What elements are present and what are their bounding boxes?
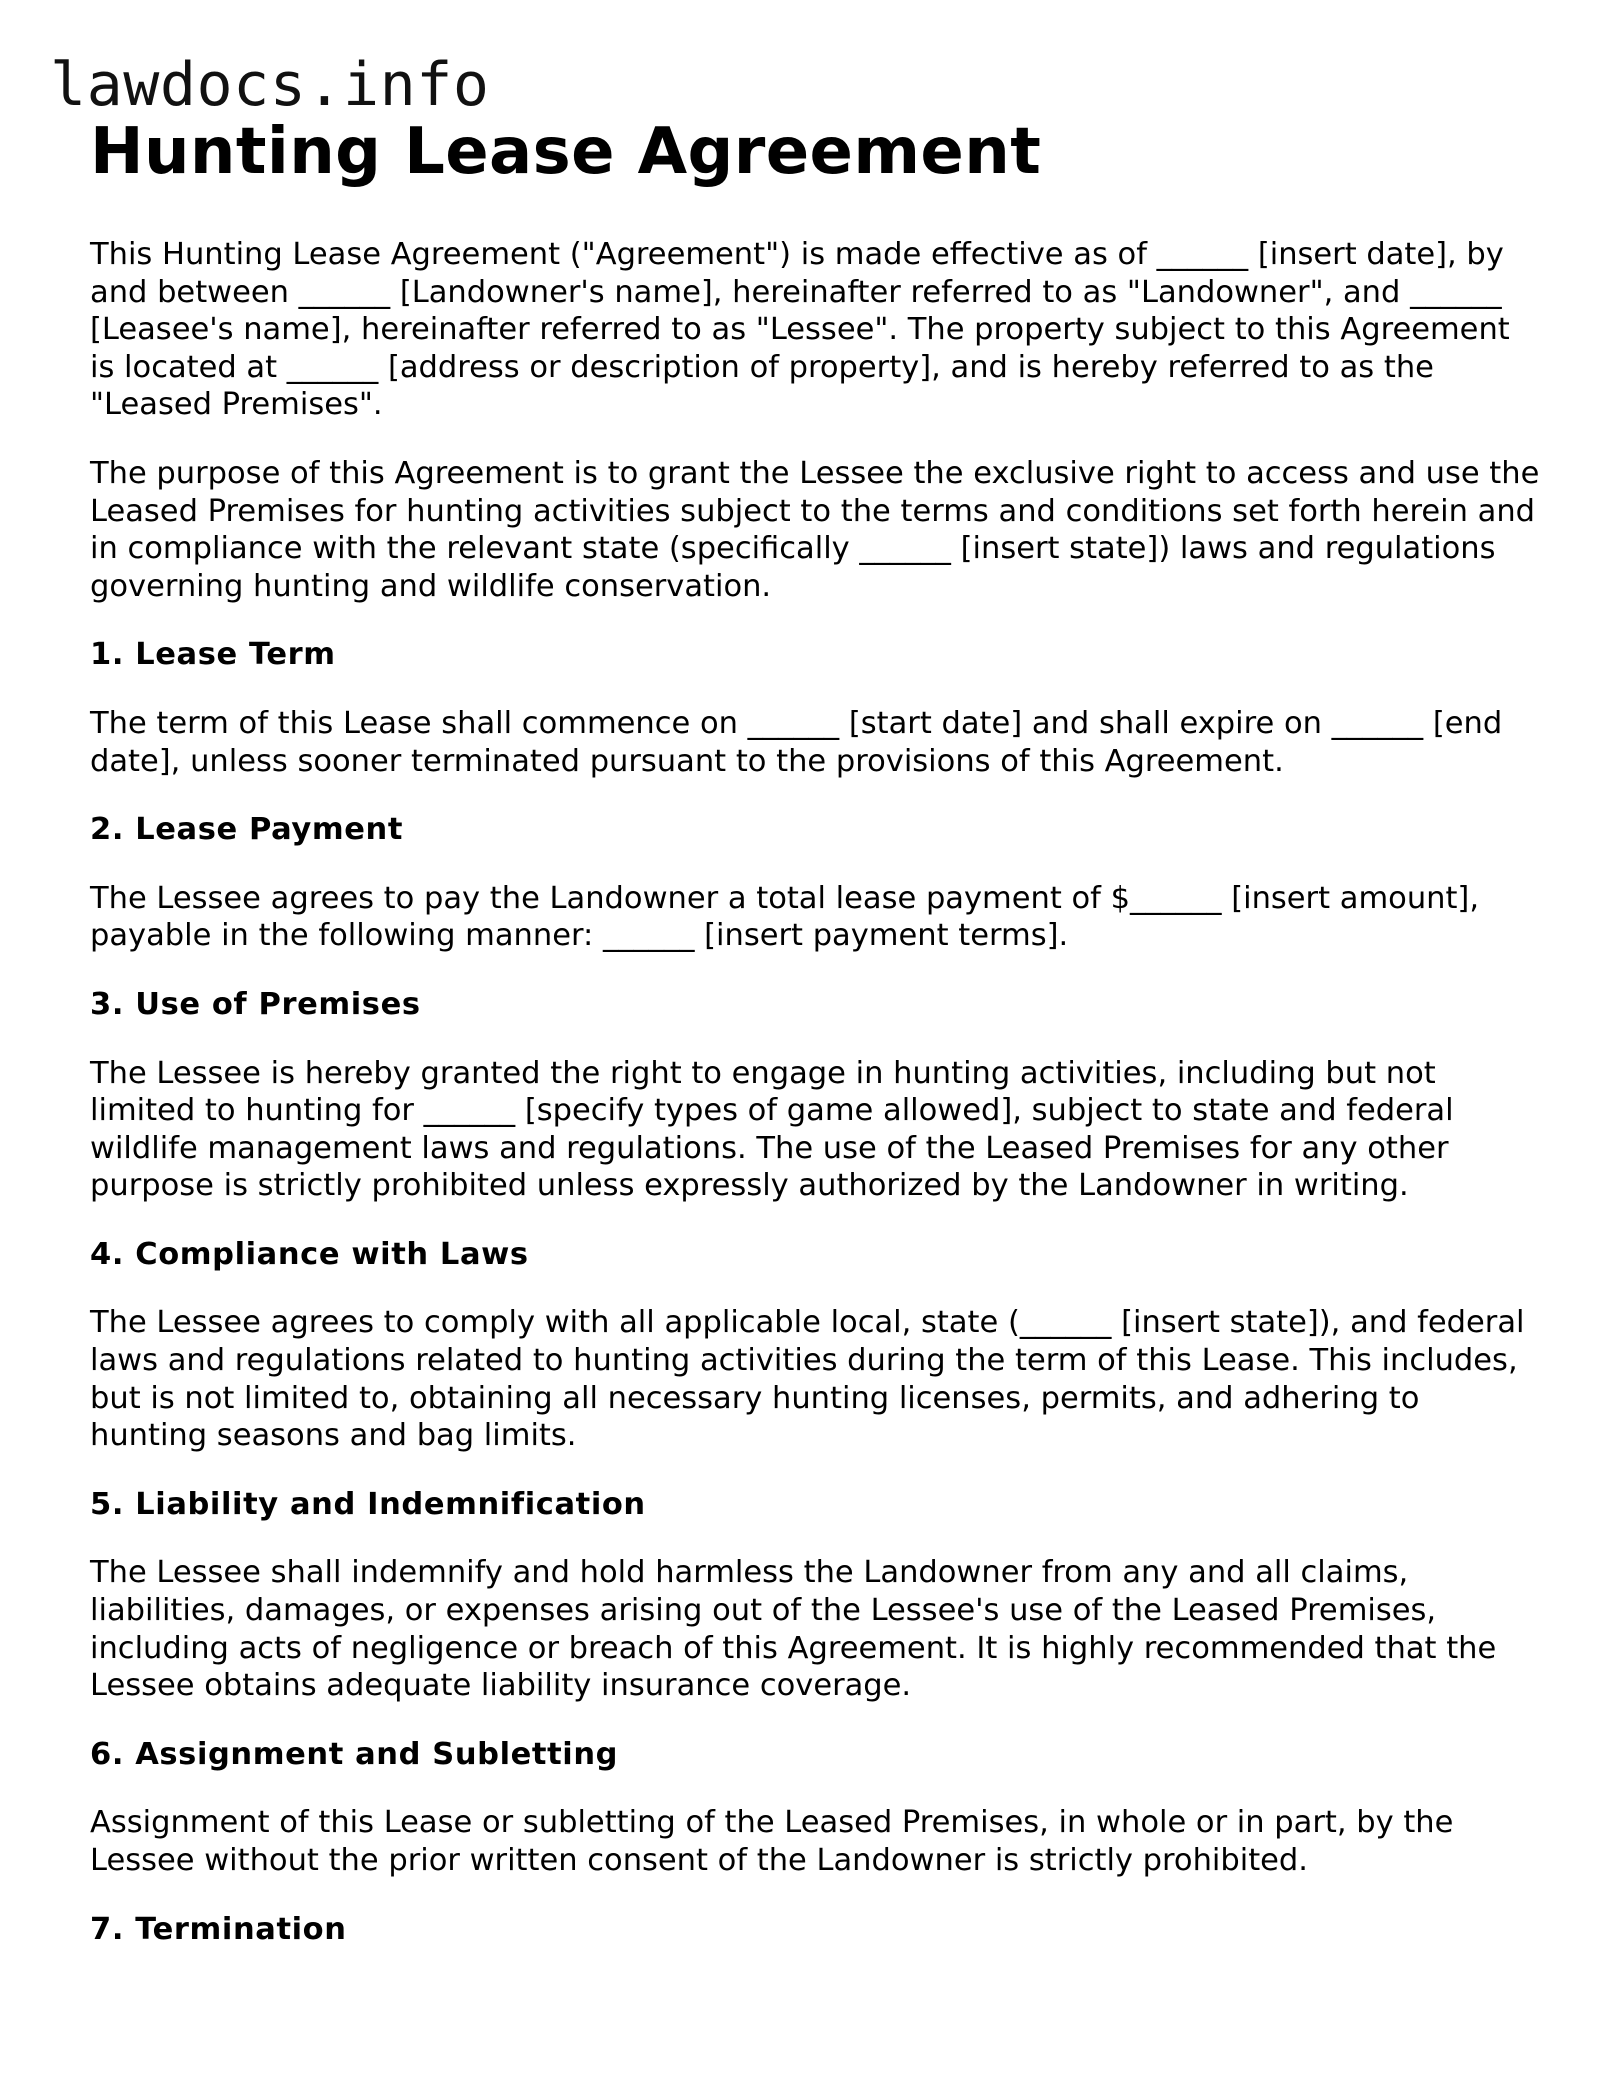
section-body-liability: The Lessee shall indemnify and hold harmless the Landowner from any and all claims, liabilities, damages, or expenses arising out of the Lessee's use of the Leased Premises, including acts of negligence or breach of this Agreement. It is highly recommended that the Lessee obtains adequate liability insurance coverage. (90, 1555, 1497, 1704)
intro-paragraph-purpose: The purpose of this Agreement is to grant the Lessee the exclusive right to access and use the Leased Premises for hunting activities subject to the terms and conditions set forth herein and in compliance with the relevant state (specifically ______ [insert state]) laws and regulations governing hunting and wildlife conservation. (90, 455, 1540, 604)
section-heading-use-of-premises: 3. Use of Premises (90, 986, 421, 1022)
section-body-use-of-premises: The Lessee is hereby granted the right to engage in hunting activities, including but not limited to hunting for ______ [specify types of game allowed], subject to state and federal wildlife management laws and regulations. The use of the Leased Premises for any other purpose is strictly prohibited unless expressly authorized by the Landowner in writing. (90, 1055, 1454, 1204)
section-body-assignment: Assignment of this Lease or subletting of the Leased Premises, in whole or in part, by the Lessee without the prior written consent of the Landowner is strictly prohibited. (90, 1805, 1454, 1878)
document-body (90, 112, 1540, 1948)
document-title: Hunting Lease Agreement (90, 115, 1042, 189)
section-heading-lease-payment: 2. Lease Payment (90, 812, 404, 848)
section-heading-lease-term: 1. Lease Term (90, 637, 336, 673)
intro-paragraph-parties: This Hunting Lease Agreement ("Agreement") is made effective as of ______ [insert date], by and between ______ [Landowner's name], hereinafter referred to as "Landowner", and ______ [Leasee's name], hereinafter referred to as "Lessee". The property subject to this Agreement is located at ______ [address or description of property], and is hereby referred to as the "Leased Premises". (90, 237, 1510, 423)
section-body-lease-term: The term of this Lease shall commence on ______ [start date] and shall expire on ______ [end date], unless sooner terminated pursuant to the provisions of this Agreement. (90, 705, 1503, 779)
site-watermark: lawdocs.info (50, 50, 490, 120)
section-body-compliance: The Lessee agrees to comply with all applicable local, state (______ [insert state]), and federal laws and regulations related to hunting activities during the term of this Lease. This includes, but is not limited to, obtaining all necessary hunting licenses, permits, and adhering to hunting seasons and bag limits. (90, 1305, 1525, 1454)
section-heading-liability: 5. Liability and Indemnification (90, 1486, 646, 1522)
section-heading-compliance: 4. Compliance with Laws (90, 1236, 529, 1272)
section-heading-assignment: 6. Assignment and Subletting (90, 1736, 619, 1772)
section-body-lease-payment: The Lessee agrees to pay the Landowner a total lease payment of $______ [insert amount], payable in the following manner: ______ [insert payment terms]. (90, 880, 1480, 954)
section-heading-termination: 7. Termination (90, 1911, 347, 1947)
